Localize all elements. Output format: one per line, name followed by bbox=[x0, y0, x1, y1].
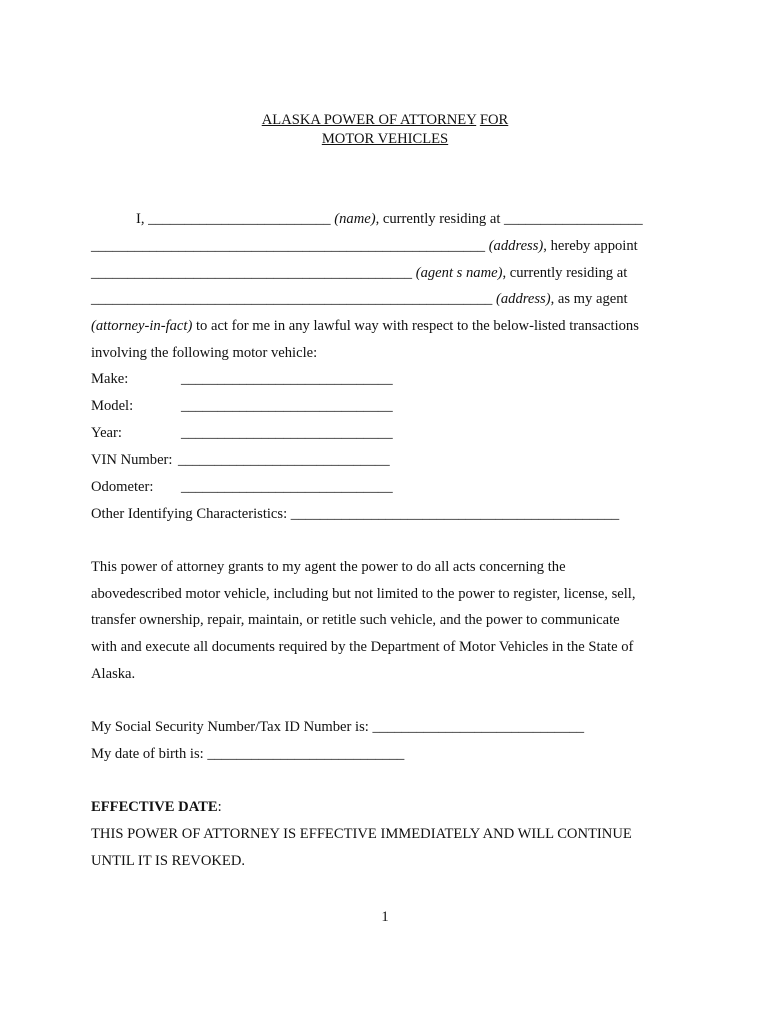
attorney-line: (attorney-in-fact) to act for me in any lawful way with respect to the below-listed transactions bbox=[91, 318, 639, 334]
odometer-label: Odometer: bbox=[91, 479, 154, 495]
title-main: ALASKA POWER OF ATTORNEY bbox=[261, 112, 477, 128]
odometer-blank: _____________________________ bbox=[181, 479, 393, 495]
effective-line-1: THIS POWER OF ATTORNEY IS EFFECTIVE IMMEDIATELY AND WILL CONTINUE bbox=[91, 826, 632, 842]
address-line: ______________________________________________________ (address), hereby appoint bbox=[91, 238, 638, 254]
page-number: 1 bbox=[381, 909, 389, 925]
effective-date-heading: EFFECTIVE DATE: bbox=[91, 799, 222, 815]
model-label: Model: bbox=[91, 398, 134, 414]
document-title bbox=[0, 113, 770, 128]
effective-line-2: UNTIL IT IS REVOKED. bbox=[91, 853, 246, 869]
dob-line: My date of birth is: ___________________________ bbox=[91, 746, 405, 762]
model-blank: _____________________________ bbox=[181, 398, 393, 414]
other-characteristics-line: Other Identifying Characteristics: _____________________________________________ bbox=[91, 506, 620, 522]
agent-address-line: _______________________________________________________ (address), as my agent bbox=[91, 291, 628, 307]
document-subtitle: MOTOR VEHICLES bbox=[321, 131, 449, 147]
title-for: FOR bbox=[479, 112, 509, 128]
grant-line-5: Alaska. bbox=[91, 666, 136, 682]
grant-line-4: with and execute all documents required by the Department of Motor Vehicles in the State of bbox=[91, 639, 634, 655]
principal-line: I, _________________________ (name), currently residing at ___________________ bbox=[136, 211, 643, 227]
year-blank: _____________________________ bbox=[181, 425, 393, 441]
vin-blank: _____________________________ bbox=[178, 452, 390, 468]
agent-name-line: ____________________________________________ (agent s name), currently residing at bbox=[91, 265, 628, 281]
ssn-line: My Social Security Number/Tax ID Number is: _____________________________ bbox=[91, 719, 585, 735]
grant-line-2: abovedescribed motor vehicle, including but not limited to the power to register, license, sell, bbox=[91, 586, 636, 602]
make-blank: _____________________________ bbox=[181, 371, 393, 387]
year-label: Year: bbox=[91, 425, 122, 441]
grant-line-3: transfer ownership, repair, maintain, or retitle such vehicle, and the power to communicate bbox=[91, 612, 620, 628]
vin-label: VIN Number: bbox=[91, 452, 173, 468]
grant-line-1: This power of attorney grants to my agent the power to do all acts concerning the bbox=[91, 559, 566, 575]
vehicle-intro-line: involving the following motor vehicle: bbox=[91, 345, 318, 361]
make-label: Make: bbox=[91, 371, 129, 387]
